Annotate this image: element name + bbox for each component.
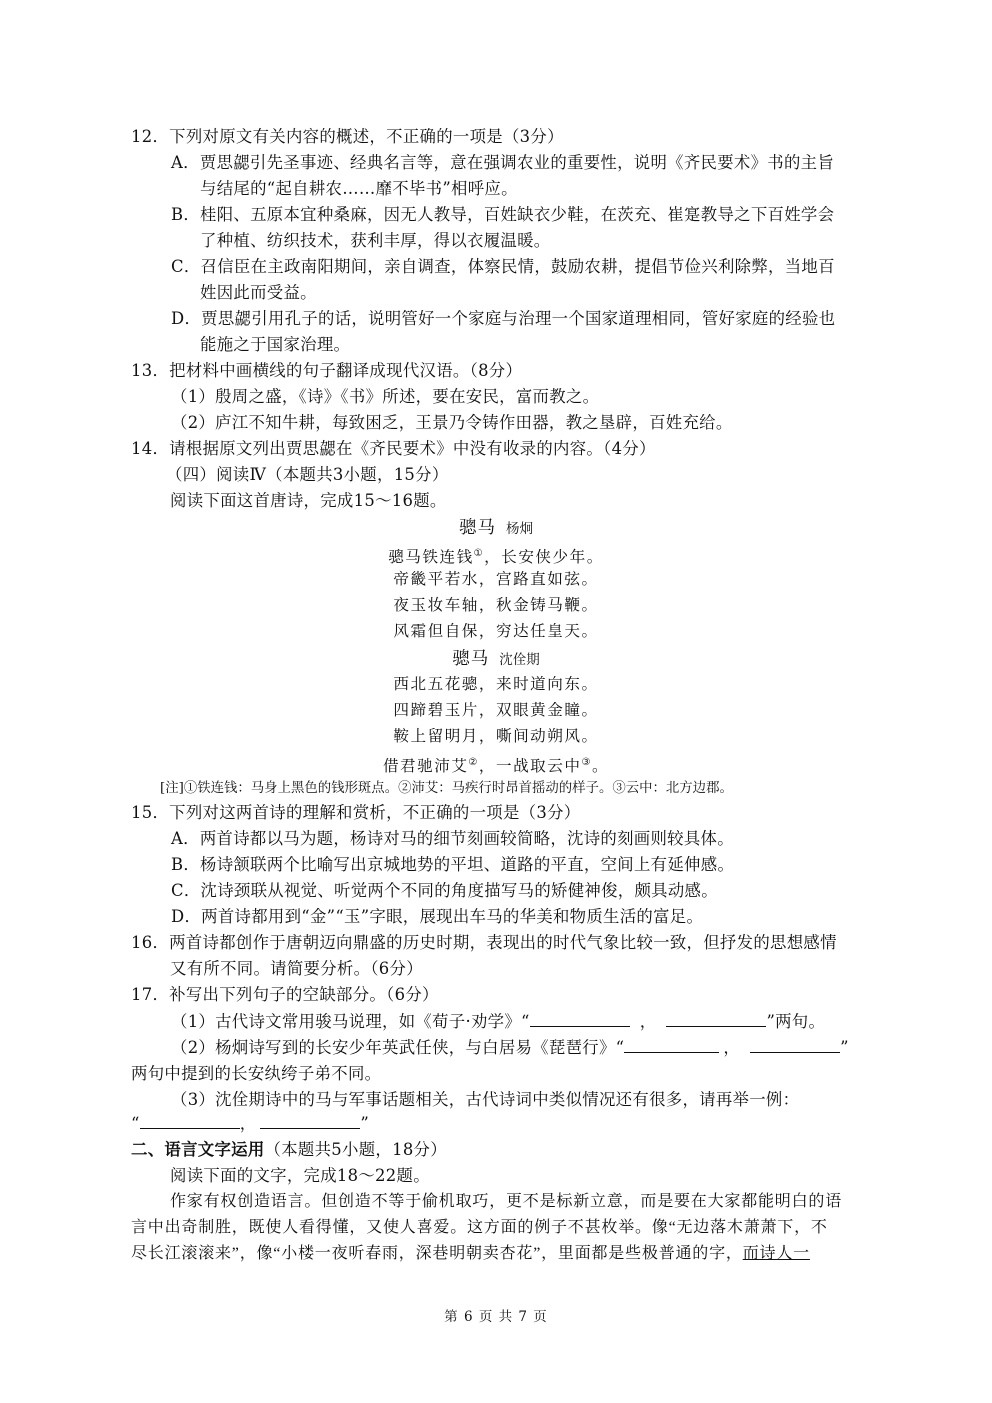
q17-stem: 17．补写出下列句子的空缺部分。（6分） bbox=[131, 985, 439, 1004]
passage-line-3: 尽长江滚滚来”，像“小楼一夜听春雨，深巷明朝卖杏花”，里面都是些极普通的字，而诗人一 bbox=[131, 1245, 810, 1262]
q13-sentence-1: （1）殷周之盛，《诗》《书》所述，要在安民，富而教之。 bbox=[171, 387, 600, 406]
section-4-title: （四）阅读Ⅳ（本题共3小题，15分） bbox=[166, 465, 449, 484]
poem2-line-3: 鞍上留明月，嘶间动朔风。 bbox=[393, 728, 599, 745]
q12-option-b-cont: 了种植、纺织技术，获利丰厚，得以衣履温暖。 bbox=[200, 231, 551, 250]
q16-stem: 16．两首诗都创作于唐朝迈向鼎盛的历史时期，表现出的时代气象比较一致，但抒发的思想感情 bbox=[131, 933, 837, 952]
poem2-author: 沈佺期 bbox=[499, 652, 540, 668]
page-number: 第 6 页 共 7 页 bbox=[444, 1309, 548, 1325]
passage-line-2: 言中出奇制胜，既使人看得懂，又使人喜爱。这方面的例子不甚枚举。像“无边落木萧萧下，不 bbox=[131, 1219, 828, 1236]
footnote-mark-3: ③ bbox=[581, 757, 592, 768]
poem-notes: [注]①铁连钱：马身上黑色的钱形斑点。②沛艾：马疾行时昂首摇动的样子。③云中：北方边郡。 bbox=[160, 781, 733, 796]
answer-blank[interactable] bbox=[530, 1011, 630, 1027]
poem2-line-1: 西北五花骢，来时道向东。 bbox=[393, 676, 599, 693]
q12-option-a: A．贾思勰引先圣事迹、经典名言等，意在强调农业的重要性，说明《齐民要术》书的主旨 bbox=[171, 153, 835, 172]
q12-option-d: D．贾思勰引用孔子的话，说明管好一个家庭与治理一个国家道理相同，管好家庭的经验也 bbox=[171, 309, 836, 328]
q12-option-d-cont: 能施之于国家治理。 bbox=[200, 335, 351, 354]
passage-line-1: 作家有权创造语言。但创造不等于偷机取巧，更不是标新立意，而是要在大家都能明白的语 bbox=[170, 1193, 843, 1210]
part-2-intro: 阅读下面的文字，完成18～22题。 bbox=[170, 1166, 430, 1185]
answer-blank[interactable] bbox=[624, 1037, 719, 1053]
footnote-mark-2: ② bbox=[468, 757, 479, 768]
q13-sentence-2: （2）庐江不知牛耕，每致困乏，王景乃令铸作田器，教之垦辟，百姓充给。 bbox=[171, 413, 733, 432]
poem2-heading bbox=[0, 647, 992, 672]
q12-option-c-cont: 姓因此而受益。 bbox=[200, 283, 317, 302]
q17-item-3-answer: “ ， ” bbox=[131, 1114, 370, 1133]
poem2-line-4: 借君驰沛艾②，一战取云中③。 bbox=[382, 757, 610, 776]
poem2-line-2: 四蹄碧玉片，双眼黄金瞳。 bbox=[393, 702, 599, 719]
poem1-line-2: 帝畿平若水，宫路直如弦。 bbox=[393, 571, 599, 588]
q15-option-b: B．杨诗颔联两个比喻写出京城地势的平坦、道路的平直，空间上有延伸感。 bbox=[171, 855, 735, 874]
q15-option-a: A．两首诗都以马为题，杨诗对马的细节刻画较简略，沈诗的刻画则较具体。 bbox=[171, 829, 734, 848]
poem1-heading bbox=[0, 516, 992, 541]
poem1-title: 骢马 bbox=[459, 518, 496, 538]
q17-item-1: （1）古代诗文常用骏马说理，如《荀子·劝学》“ ， ”两句。 bbox=[171, 1012, 826, 1031]
q14-stem: 14．请根据原文列出贾思勰在《齐民要术》中没有收录的内容。（4分） bbox=[131, 439, 656, 458]
q12-option-c: C．召信臣在主政南阳期间，亲自调查，体察民情，鼓励农耕，提倡节俭兴利除弊，当地百 bbox=[171, 257, 835, 276]
q12-option-b: B．桂阳、五原本宜种桑麻，因无人教导，百姓缺衣少鞋，在茨充、崔寔教导之下百姓学会 bbox=[171, 205, 835, 224]
q15-option-c: C．沈诗颈联从视觉、听觉两个不同的角度描写马的矫健神俊，颇具动感。 bbox=[171, 881, 718, 900]
part-2-title: 二、语言文字运用（本题共5小题，18分） bbox=[131, 1140, 447, 1159]
poem1-line-1: 骢马铁连钱①，长安侠少年。 bbox=[388, 548, 604, 567]
q15-option-d: D．两首诗都用到“金”“玉”字眼，展现出车马的华美和物质生活的富足。 bbox=[171, 907, 704, 926]
q17-item-3: （3）沈佺期诗中的马与军事话题相关，古代诗词中类似情况还有很多，请再举一例： bbox=[171, 1090, 800, 1109]
q16-stem-cont: 又有所不同。请简要分析。（6分） bbox=[170, 959, 423, 978]
q13-stem: 13．把材料中画横线的句子翻译成现代汉语。（8分） bbox=[131, 361, 523, 380]
footnote-mark-1: ① bbox=[473, 548, 485, 559]
poem1-line-4: 风霜但自保，穷达任皇天。 bbox=[393, 623, 599, 640]
answer-blank[interactable] bbox=[140, 1113, 240, 1129]
q17-item-2: （2）杨炯诗写到的长安少年英武任侠，与白居易《琵琶行》“ ， ” bbox=[171, 1038, 849, 1057]
poem1-line-3: 夜玉妆车轴，秋金铸马鞭。 bbox=[393, 597, 599, 614]
q17-item-2-cont: 两句中提到的长安纨绔子弟不同。 bbox=[131, 1064, 382, 1083]
poem2-title: 骢马 bbox=[452, 649, 490, 669]
q12-stem: 12．下列对原文有关内容的概述，不正确的一项是（3分） bbox=[131, 127, 564, 146]
answer-blank[interactable] bbox=[750, 1037, 840, 1053]
section-4-intro: 阅读下面这首唐诗，完成15～16题。 bbox=[170, 491, 447, 510]
answer-blank[interactable] bbox=[260, 1113, 360, 1129]
q12-option-a-cont: 与结尾的“起自耕农……靡不毕书”相呼应。 bbox=[200, 179, 518, 198]
q15-stem: 15．下列对这两首诗的理解和赏析，不正确的一项是（3分） bbox=[131, 803, 581, 822]
answer-blank[interactable] bbox=[666, 1011, 766, 1027]
poem1-author: 杨炯 bbox=[506, 521, 533, 537]
